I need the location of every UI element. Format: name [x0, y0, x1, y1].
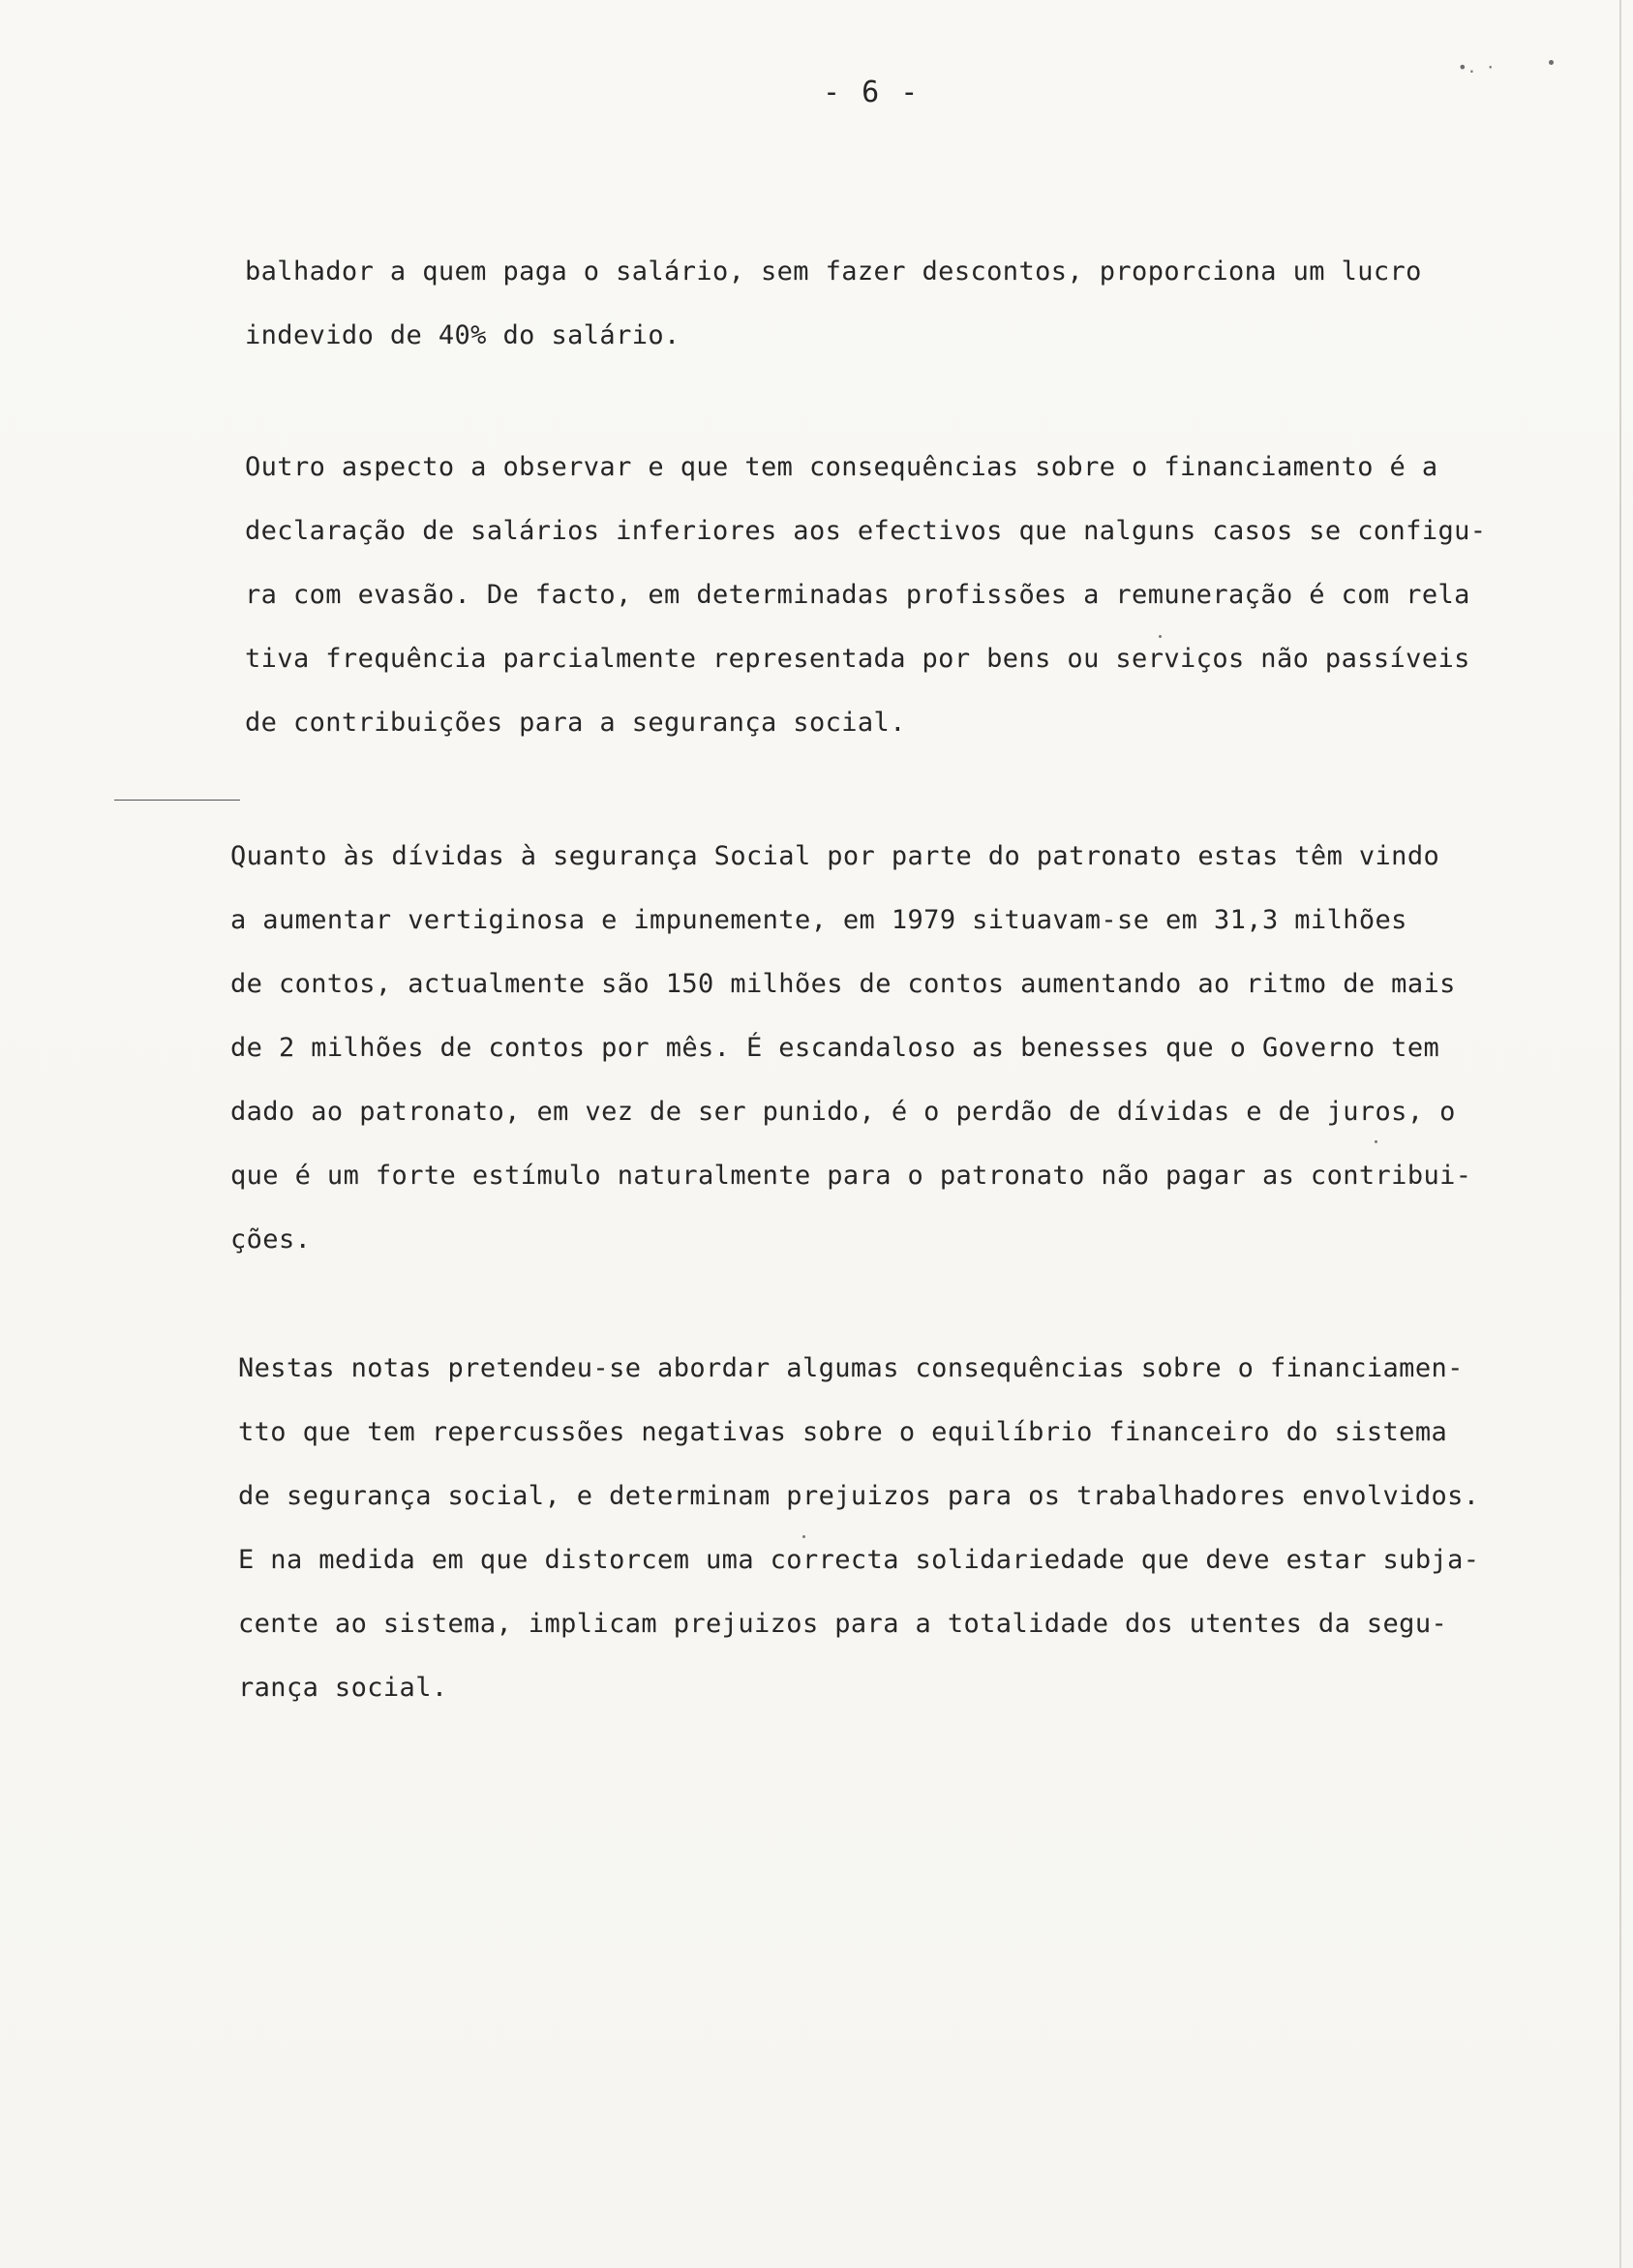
stray-mark: [114, 800, 240, 801]
text-line: a aumentar vertiginosa e impunemente, em 1979 situavam-se em 31,3 milhões: [230, 905, 1407, 935]
text-line: de 2 milhões de contos por mês. É escandaloso as benesses que o Governo tem: [230, 1033, 1440, 1063]
text-line: rança social.: [238, 1673, 448, 1703]
text-line: tto que tem repercussões negativas sobre o equilíbrio financeiro do sistema: [238, 1417, 1448, 1447]
text-line: Outro aspecto a observar e que tem consequências sobre o financiamento é a: [245, 452, 1438, 482]
paragraph: [245, 240, 1422, 368]
text-line: indevido de 40% do salário.: [245, 320, 680, 350]
text-line: que é um forte estímulo naturalmente para o patronato não pagar as contribui-: [230, 1161, 1472, 1191]
text-line: de contribuições para a segurança social.: [245, 708, 906, 738]
text-line: Quanto às dívidas à segurança Social por parte do patronato estas têm vindo: [230, 841, 1440, 871]
paragraph: [245, 436, 1486, 755]
paper-speck: •. ·: [1458, 58, 1496, 76]
paragraph: [230, 825, 1471, 1272]
text-line: balhador a quem paga o salário, sem fazer descontos, proporciona um lucro: [245, 257, 1422, 287]
text-line: ra com evasão. De facto, em determinadas profissões a remuneração é com rela: [245, 580, 1470, 610]
text-line: tiva frequência parcialmente representada por bens ou serviços não passíveis: [245, 644, 1470, 674]
page-number: - 6 -: [823, 76, 921, 109]
text-line: declaração de salários inferiores aos efectivos que nalguns casos se configu-: [245, 516, 1487, 546]
text-line: de contos, actualmente são 150 milhões de contos aumentando ao ritmo de mais: [230, 969, 1456, 999]
text-line: ções.: [230, 1225, 312, 1255]
page-edge-shadow: [1619, 0, 1621, 2268]
text-line: Nestas notas pretendeu-se abordar algumas consequências sobre o financiamen-: [238, 1353, 1464, 1383]
text-line: dado ao patronato, em vez de ser punido, é o perdão de dívidas e de juros, o: [230, 1097, 1456, 1127]
paper-speck-dot: [1549, 60, 1554, 65]
text-line: cente ao sistema, implicam prejuizos para a totalidade dos utentes da segu-: [238, 1609, 1448, 1639]
text-line: E na medida em que distorcem uma correcta solidariedade que deve estar subja-: [238, 1545, 1480, 1575]
text-line: de segurança social, e determinam prejuizos para os trabalhadores envolvidos.: [238, 1481, 1480, 1511]
paragraph: [238, 1337, 1479, 1720]
